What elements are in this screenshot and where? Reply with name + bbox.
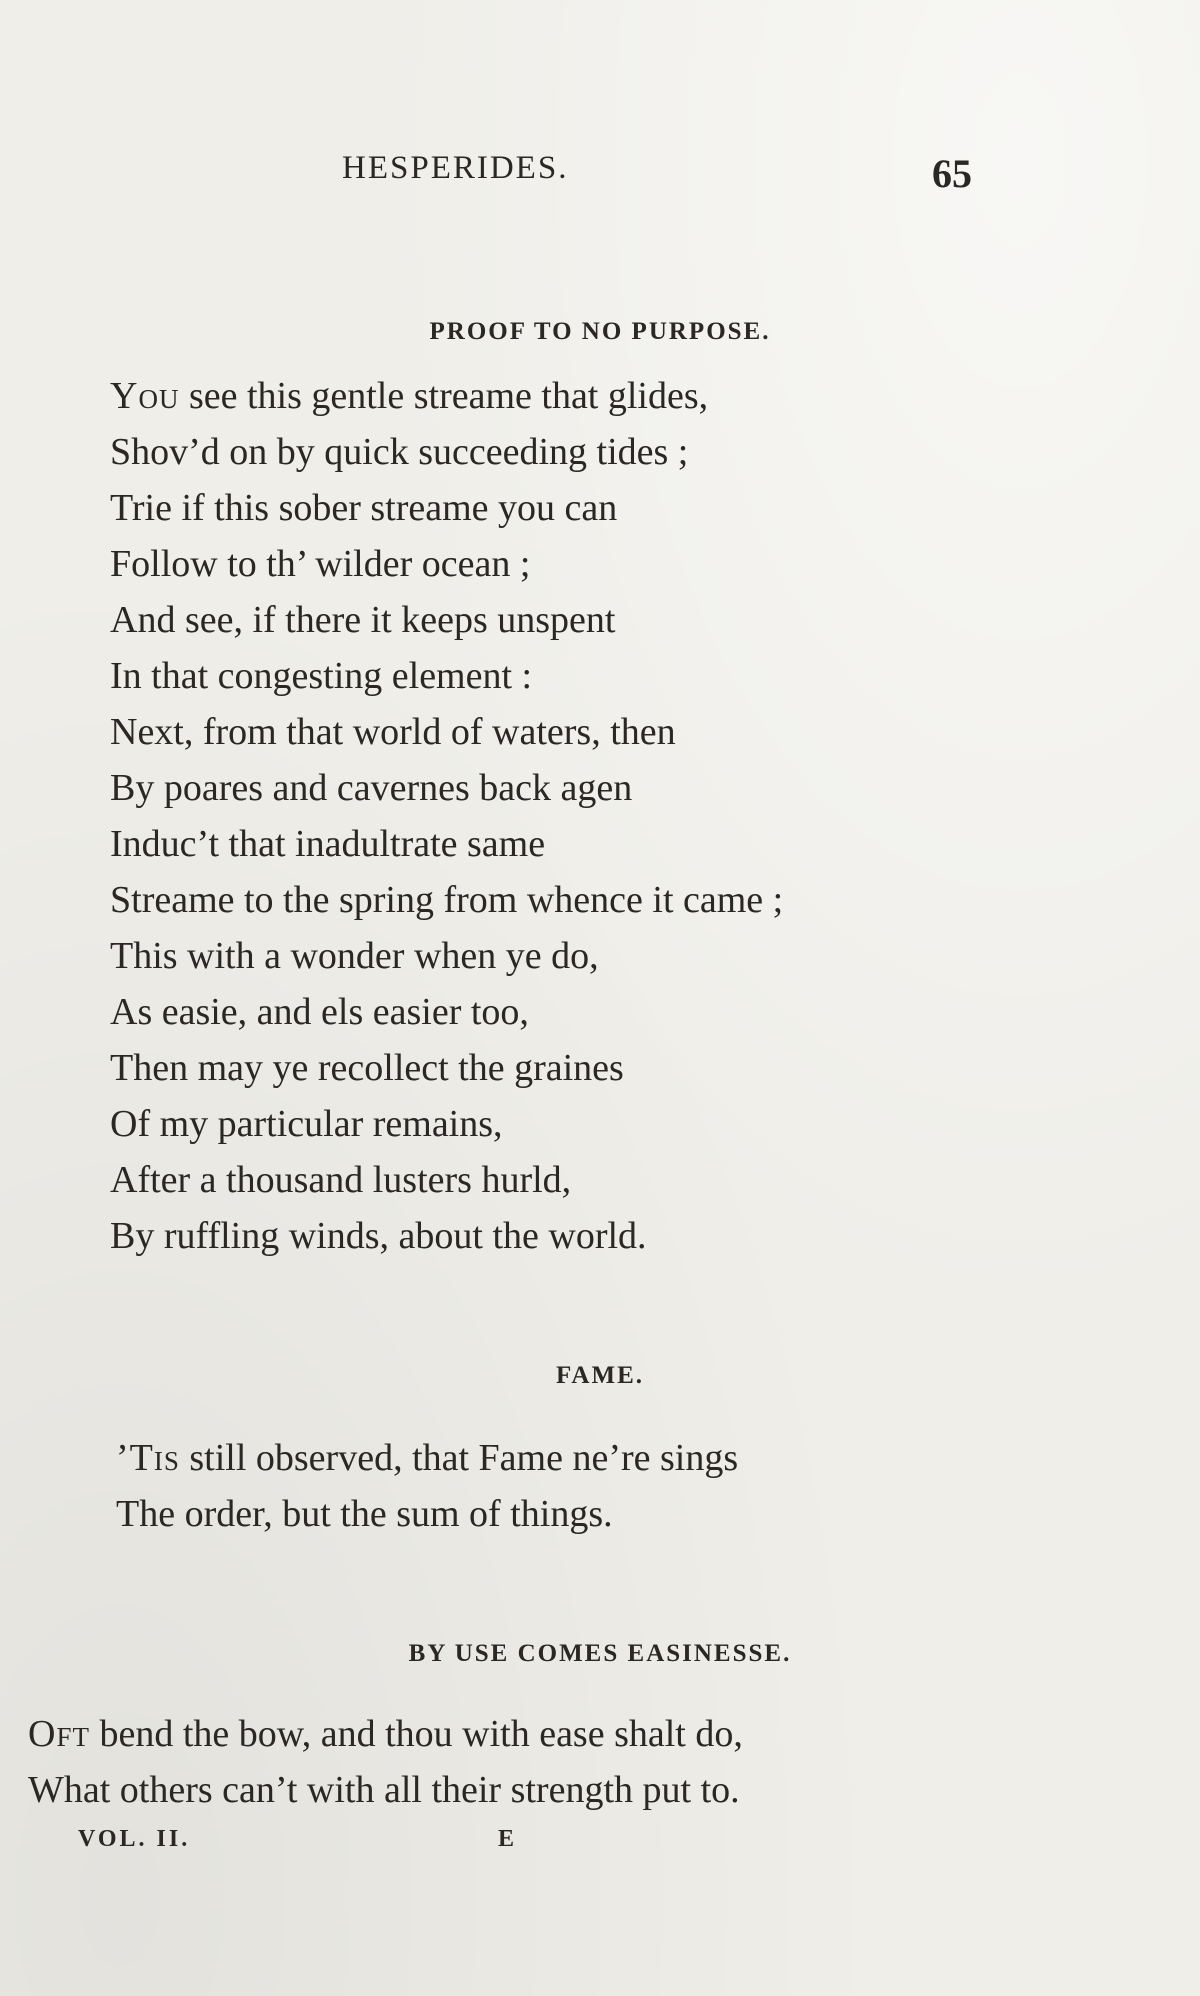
poem-line [28, 1706, 743, 1762]
poem-line [110, 1208, 783, 1264]
line-text: Follow to th’ wilder ocean ; [110, 543, 531, 585]
poem-line [110, 592, 783, 648]
line-text: bend the bow, and thou with ease shalt do, [89, 1713, 743, 1755]
running-title: HESPERIDES. [342, 150, 569, 186]
line-text: Then may ye recollect the graines [110, 1047, 624, 1089]
line-text: As easie, and els easier too, [110, 991, 529, 1033]
poem-line [28, 1762, 743, 1818]
poem-line [116, 1486, 738, 1542]
signature-mark: E [498, 1826, 515, 1852]
line-text: Trie if this sober streame you can [110, 487, 618, 529]
poem-body [116, 1430, 738, 1542]
poem-line [110, 704, 783, 760]
line-text: still observed, that Fame ne’re sings [179, 1437, 739, 1479]
line-text: see this gentle streame that glides, [179, 375, 709, 417]
line-text: By poares and cavernes back agen [110, 767, 633, 809]
poem-body [28, 1706, 743, 1818]
line-initial-word: You [110, 375, 180, 417]
poem-line [110, 424, 783, 480]
line-text: By ruffling winds, about the world. [110, 1215, 647, 1257]
poem-heading: FAME. [556, 1362, 644, 1389]
line-text: Of my particular remains, [110, 1103, 503, 1145]
poem-heading: PROOF TO NO PURPOSE. [429, 318, 771, 345]
poem-body [110, 368, 783, 1264]
line-text: What others can’t with all their strength put to. [28, 1769, 740, 1811]
line-text: Streame to the spring from whence it came ; [110, 879, 784, 921]
poem-line [116, 1430, 738, 1486]
line-text: Next, from that world of waters, then [110, 711, 676, 753]
poem-line [110, 536, 783, 592]
poem-line [110, 984, 783, 1040]
volume-signature: VOL. II. [78, 1826, 191, 1852]
line-text: Induc’t that inadultrate same [110, 823, 546, 865]
poem-line [110, 872, 783, 928]
line-text: And see, if there it keeps unspent [110, 599, 616, 641]
line-text: In that congesting element : [110, 655, 533, 697]
line-initial-word: Oft [28, 1713, 90, 1755]
line-text: Shov’d on by quick succeeding tides ; [110, 431, 689, 473]
poem-line [110, 1096, 783, 1152]
poem-line [110, 760, 783, 816]
poem-heading: BY USE COMES EASINESSE. [408, 1640, 792, 1667]
poem-line [110, 1152, 783, 1208]
running-head [0, 150, 1200, 200]
poem-line [110, 480, 783, 536]
page-number: 65 [932, 151, 972, 196]
line-text: The order, but the sum of things. [116, 1493, 613, 1535]
line-text: This with a wonder when ye do, [110, 935, 599, 977]
poem-line [110, 816, 783, 872]
line-initial-word: ’Tis [116, 1437, 180, 1479]
poem-line [110, 1040, 783, 1096]
line-text: After a thousand lusters hurld, [110, 1159, 572, 1201]
poem-line [110, 928, 783, 984]
poem-line [110, 368, 783, 424]
poem-line [110, 648, 783, 704]
